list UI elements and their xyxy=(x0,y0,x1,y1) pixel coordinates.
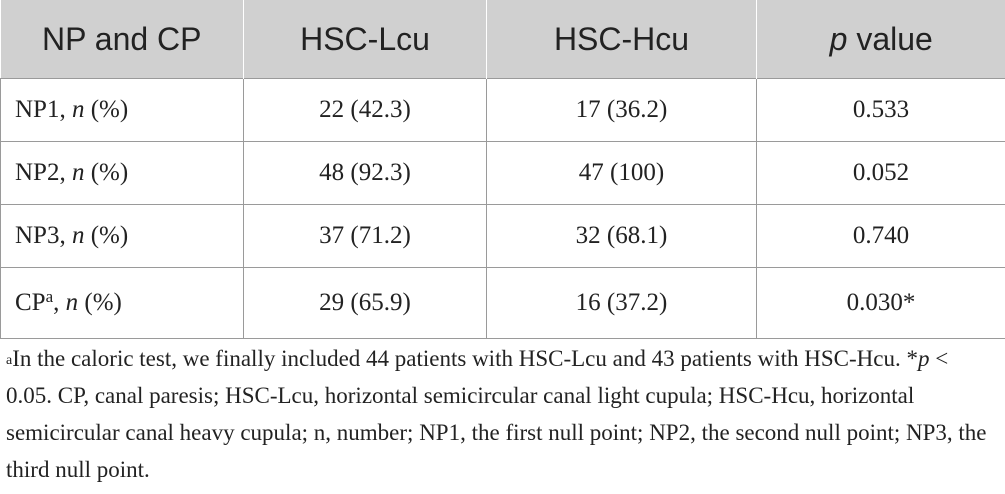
cell-hsc-hcu: 32 (68.1) xyxy=(487,205,757,268)
header-np-and-cp: NP and CP xyxy=(1,0,244,79)
row-label-n: n xyxy=(65,289,79,316)
cell-hsc-lcu: 48 (92.3) xyxy=(244,142,487,205)
table-row xyxy=(1,79,1005,142)
header-p-italic: p xyxy=(829,20,848,57)
row-label-text: NP1, xyxy=(15,96,72,123)
header-hsc-lcu: HSC-Lcu xyxy=(244,0,487,79)
cell-p-value: 0.030* xyxy=(757,268,1005,339)
table-header-row xyxy=(1,0,1005,79)
row-label-text: CP xyxy=(15,289,46,316)
row-label xyxy=(1,205,244,268)
row-label xyxy=(1,79,244,142)
row-label xyxy=(1,142,244,205)
row-label-text: NP2, xyxy=(15,159,72,186)
row-label-unit: (%) xyxy=(84,159,129,186)
footnote-text-2: < 0.05. CP, canal paresis; HSC-Lcu, horizontal semicircular canal light cupula; HSC-Hcu, horizontal semicircular canal heavy cupula; n, number; NP1, the first null point; NP2, the second null point; NP3, the third null point. xyxy=(6,346,987,482)
row-label-n: n xyxy=(71,96,85,123)
row-label-unit: (%) xyxy=(78,289,122,316)
cell-p-value: 0.533 xyxy=(757,79,1005,142)
cell-hsc-lcu: 29 (65.9) xyxy=(244,268,487,339)
row-label xyxy=(1,268,244,339)
cell-hsc-hcu: 17 (36.2) xyxy=(487,79,757,142)
row-label-unit: (%) xyxy=(84,96,129,123)
cell-hsc-lcu: 37 (71.2) xyxy=(244,205,487,268)
row-label-n: n xyxy=(71,222,85,249)
row-label-n: n xyxy=(71,159,85,186)
header-hsc-hcu: HSC-Hcu xyxy=(487,0,757,79)
row-label-superscript: a xyxy=(45,287,54,306)
row-label-separator: , xyxy=(53,289,66,316)
cell-hsc-hcu: 47 (100) xyxy=(487,142,757,205)
row-label-text: NP3, xyxy=(15,222,72,249)
footnote-marker: a xyxy=(6,353,13,368)
cell-hsc-lcu: 22 (42.3) xyxy=(244,79,487,142)
table-row xyxy=(1,268,1005,339)
table-row xyxy=(1,142,1005,205)
table-row xyxy=(1,205,1005,268)
row-label-unit: (%) xyxy=(84,222,129,249)
header-p-value xyxy=(757,0,1005,79)
footnote-text-1: In the caloric test, we finally included 44 patients with HSC-Lcu and 43 patients with HSC-Hcu. * xyxy=(12,346,918,371)
cell-p-value: 0.740 xyxy=(757,205,1005,268)
header-value-text: value xyxy=(847,20,933,57)
table-footnote xyxy=(6,340,996,488)
cell-p-value: 0.052 xyxy=(757,142,1005,205)
footnote-p-italic: p xyxy=(917,346,930,371)
cell-hsc-hcu: 16 (37.2) xyxy=(487,268,757,339)
